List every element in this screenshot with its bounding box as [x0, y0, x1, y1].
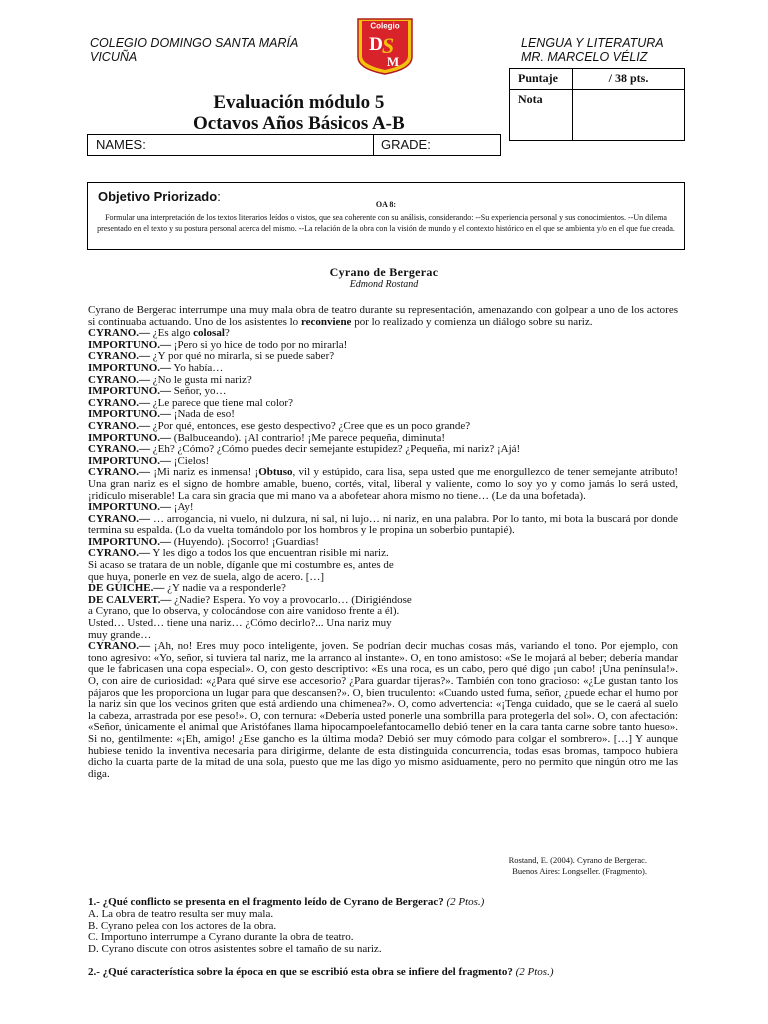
dialogue-text: Señor, yo…: [171, 385, 227, 398]
objective-heading-text: Objetivo Priorizado: [98, 189, 218, 204]
intro-bold-word: reconviene: [300, 315, 352, 328]
school-name: [90, 36, 298, 64]
speaker-name: CYRANO.—: [88, 640, 151, 653]
dialogue-text: ¡Ah, no! Eres muy poco inteligente, joven. Se podrían decir muchas cosas más, variando el tono. Por ejemplo, con tono agresivo: «Yo, señor, si tuviera tal nariz, me la arranco al instante». O, en tono amistoso: «Se le mojará al beber; debería mandar que le fabricasen una copa especial». O, con gesto descriptivo: «Es una roca, es un cabo, pero qué digo ¡un cabo! ¡Una península!». O, con aire de curiosidad: «¿Para qué sirve ese accesorio? ¿Para guardar tijeras?». También con tono gracioso: «¿Le gustan tanto los pájaros que les proporciona un lugar para que descansen?». O, bien truculento: «Cuando usted fuma, señor, ¿puede echar el humo por la nariz sin que los vecinos griten que está ardiendo una chimenea?». O, como advertencia: «¡Tenga cuidado, que se le caerá al suelo la cabeza, arrastrada por ese peso!». O, con ternura: «Debería usted ponerle una sombrilla para protegerla del sol». O, con afectación: «Señor, únicamente el animal que Aristófanes llama hipocampoelefantocamello debió tener en la cara tanta carne sobre tanto hueso». Si no, gentilmente: «¡Eh, amigo! ¿Ese gancho es la última moda? Debió ser muy cómodo para colgar el sombrero». […] Y aunque hubiese tenido la inventiva necesaria para dirigirme, delante de esta distinguida concurrencia, todas esas bromas, tampoco hubiera dicho la cuarta parte de la mitad de una sola, puesto que me las digo yo mismo asiduamente, pero no permito que ningún otro me las diga.: [88, 640, 678, 780]
grade-field[interactable]: GRADE:: [381, 137, 431, 152]
logo-letter-d: D: [369, 34, 383, 55]
question-1-option-a[interactable]: A. La obra de teatro resulta ser muy mala.: [88, 907, 274, 920]
speaker-name: CYRANO.—: [88, 547, 151, 560]
speaker-name: IMPORTUNO.—: [88, 431, 172, 444]
speaker-name: CYRANO.—: [88, 512, 151, 525]
speaker-name: IMPORTUNO.—: [88, 361, 172, 374]
intro-text-a: Cyrano de Bergerac interrumpe una muy mala obra de teatro durante su representación, amenazando con golpear a uno de los actores si continuaba actuando. Uno de los asistentes lo: [88, 304, 678, 328]
dialogue-text: ¿No le gusta mi nariz?: [150, 373, 252, 386]
objective-text: Formular una interpretación de los textos literarios leídos o vistos, que sea coherente con su análisis, considerando: --Su experiencia personal y sus conocimientos. --Un dilema presentado en el texto y su postura personal acerca del mismo. --La relación de la obra con la visión de mundo y el contexto histórico en el que se ambienta y/o en el que fue creada.: [97, 213, 675, 233]
logo-letter-m: M: [386, 54, 400, 69]
nota-value[interactable]: [573, 90, 685, 141]
dialogue-line: [88, 467, 678, 502]
dialogue-text: ¡Cielos!: [171, 454, 210, 467]
speaker-name: IMPORTUNO.—: [88, 408, 172, 421]
logo-text: Colegio: [370, 21, 400, 31]
question-2-text: 2.- ¿Qué característica sobre la época en que se escribió esta obra se infiere del fragmento?: [88, 966, 513, 978]
question-2: [88, 966, 688, 978]
logo-letter-s: S: [381, 33, 395, 58]
speaker-name: IMPORTUNO.—: [88, 535, 172, 548]
objective-box: [87, 182, 685, 250]
speaker-name: IMPORTUNO.—: [88, 385, 172, 398]
question-1-text: 1.- ¿Qué conflicto se presenta en el fragmento leído de Cyrano de Bergerac?: [88, 896, 444, 908]
nota-row: [510, 90, 685, 141]
speaker-name: DE GUICHE.—: [88, 582, 165, 595]
question-1-points: (2 Ptos.): [443, 896, 485, 908]
puntaje-value[interactable]: / 38 pts.: [573, 69, 685, 90]
puntaje-label: Puntaje: [510, 69, 573, 90]
nota-label: Nota: [510, 90, 573, 141]
intro-text-b: por lo realizado y comienza un diálogo sobre su nariz.: [351, 315, 593, 328]
objective-code: OA 8:: [375, 200, 397, 209]
speaker-name: IMPORTUNO.—: [88, 454, 172, 467]
dialogue-text: ¡Ay!: [171, 501, 194, 514]
dialogue-text: Y les digo a todos los que encuentran risible mi nariz.: [150, 547, 389, 560]
question-2-points: (2 Ptos.): [512, 966, 554, 978]
field-divider: [373, 135, 374, 155]
page-title: [193, 92, 405, 134]
score-table: [509, 68, 685, 141]
dialogue-text: Yo había…: [171, 361, 224, 374]
speaker-name: CYRANO.—: [88, 466, 151, 479]
dialogue-text: ¿Y por qué no mirarla, si se puede saber?: [150, 350, 335, 363]
dialogue-text: ¿Es algo: [150, 327, 194, 340]
story-title: Cyrano de Bergerac: [329, 265, 439, 279]
dialogue-text: ¡Nada de eso!: [171, 408, 235, 421]
school-name-line1: COLEGIO DOMINGO SANTA MARÍA: [90, 36, 299, 50]
dialogue-text: (Balbuceando). ¡Al contrario! ¡Me parece pequeña, diminuta!: [171, 431, 445, 444]
dialogue-text: ¡Pero si yo hice de todo por no mirarla!: [171, 338, 348, 351]
dialogue-text: … arrogancia, ni vuelo, ni dulzura, ni sal, ni lujo… ni nariz, en una palabra. Por lo tanto, mi bota la buscará por donde termina su espalda. (Lo da vuelta tomándolo por los hombros y le propina un soberbio puntapié).: [88, 512, 678, 537]
question-1-option-d[interactable]: D. Cyrano discute con otros asistentes sobre el tamaño de su nariz.: [88, 943, 382, 956]
dialogue-text-cont: ?: [224, 327, 230, 340]
dialogue-line: [88, 641, 678, 780]
names-field[interactable]: NAMES:: [96, 137, 146, 152]
dialogue-text: Usted… Usted… tiene una nariz… ¿Cómo decirlo?... Una nariz muy: [88, 617, 392, 630]
speaker-name: CYRANO.—: [88, 443, 151, 456]
dialogue-bold-word: colosal: [193, 327, 225, 340]
title-line2: Octavos Años Básicos A-B: [193, 113, 405, 134]
speaker-name: IMPORTUNO.—: [88, 501, 172, 514]
teacher-name: MR. MARCELO VÉLIZ: [521, 50, 648, 64]
dialogue-text-cont: , vil y estúpido, cara lisa, sepa usted que me enorgullezco de tener semejante atributo! Una gran nariz es el signo de hombre amable, bueno, cortés, vital, liberal y valiente, como lo soy yo y como jamás lo será usted, ¡ridículo miserable! La cara sin gracia que mi mano va a abofetear ahora mismo no tiene… (Le da una bofetada).: [88, 466, 678, 502]
school-name-line2: VICUÑA: [90, 50, 138, 64]
dialogue-text: ¿Nadie? Espera. Yo voy a provocarlo… (Dirigiéndose: [171, 593, 412, 606]
citation-line2: Buenos Aires: Longseller. (Fragmento).: [512, 866, 647, 876]
dialogue-text: ¿Le parece que tiene mal color?: [150, 396, 293, 409]
dialogue-text: que huya, ponerle en vez de suela, algo de acero. […]: [88, 570, 325, 583]
question-1-option-b[interactable]: B. Cyrano pelea con los actores de la obra.: [88, 919, 277, 932]
speaker-name: CYRANO.—: [88, 350, 151, 363]
dialogue-text: Si acaso se tratara de un noble, díganle que mi costumbre es, antes de: [88, 559, 394, 572]
speaker-name: CYRANO.—: [88, 419, 151, 432]
question-1: [88, 897, 678, 956]
speaker-name: CYRANO.—: [88, 396, 151, 409]
school-logo: [352, 17, 418, 75]
speaker-name: CYRANO.—: [88, 373, 151, 386]
subject-name: LENGUA Y LITERATURA: [521, 36, 664, 50]
student-info-row: [87, 134, 501, 156]
story-intro: [88, 305, 678, 328]
dialogue-line: [88, 514, 678, 537]
dialogue-text: a Cyrano, que lo observa, y colocándose con aire vanidoso frente a él).: [88, 605, 400, 618]
dialogue-text: muy grande…: [88, 628, 152, 641]
dialogue-text: ¿Y nadie va a responderle?: [164, 582, 286, 595]
dialogue-bold-word: Obtuso: [258, 466, 293, 479]
title-line1: Evaluación módulo 5: [213, 92, 385, 113]
citation-line1: Rostand, E. (2004). Cyrano de Bergerac.: [508, 855, 647, 865]
objective-heading-colon: :: [217, 189, 221, 204]
dialogue-text: (Huyendo). ¡Socorro! ¡Guardias!: [171, 535, 319, 548]
dialogue-text: ¡Mi nariz es inmensa! ¡: [150, 466, 259, 479]
story-author: Edmond Rostand: [349, 279, 419, 290]
speaker-name: CYRANO.—: [88, 327, 151, 340]
dialogue-line: [88, 618, 678, 630]
speaker-name: DE CALVERT.—: [88, 593, 172, 606]
score-row: [510, 69, 685, 90]
dialogue-text: ¿Eh? ¿Cómo? ¿Cómo puedes decir semejante estupidez? ¿Pequeña, mi nariz? ¡Ajá!: [150, 443, 521, 456]
question-1-option-c[interactable]: C. Importuno interrumpe a Cyrano durante la obra de teatro.: [88, 931, 354, 944]
story-body: [88, 305, 678, 780]
dialogue-text: ¿Por qué, entonces, ese gesto despectivo? ¿Cree que es un poco grande?: [150, 419, 471, 432]
speaker-name: IMPORTUNO.—: [88, 338, 172, 351]
citation: [509, 855, 647, 877]
subject-info: [521, 36, 664, 64]
